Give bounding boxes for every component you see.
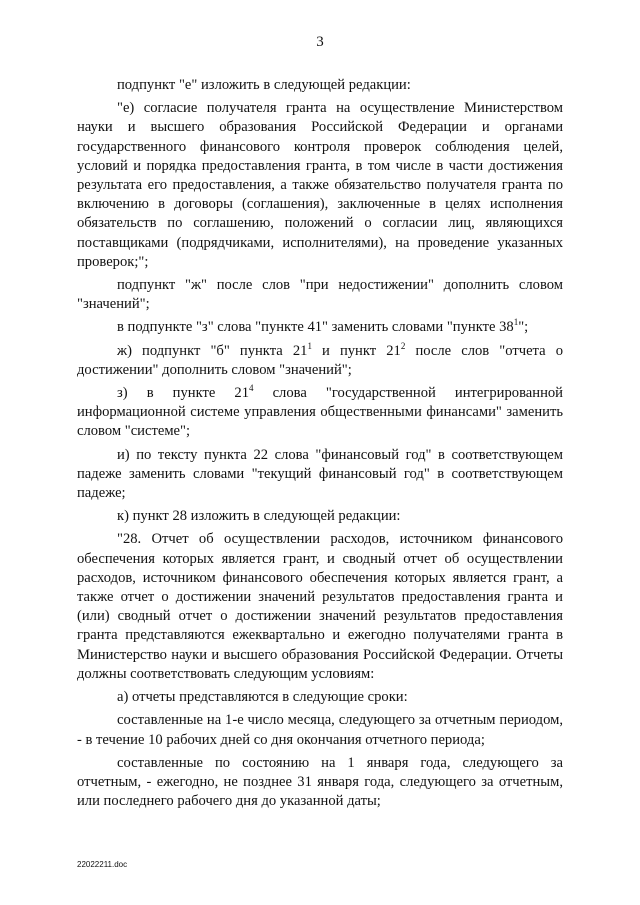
text-run: "; (518, 319, 529, 336)
paragraph: подпункт "ж" после слов "при недостижении" дополнить словом "значений"; (77, 277, 563, 313)
paragraph (77, 384, 563, 442)
paragraph: подпункт "е" изложить в следующей редакции: (117, 77, 411, 93)
paragraph: к) пункт 28 изложить в следующей редакции: (117, 508, 401, 525)
superscript: 2 (400, 340, 406, 351)
document-body (77, 76, 563, 815)
paragraph: составленные на 1-е число месяца, следующего за отчетным периодом, - в течение 10 рабочих дней со дня окончания отчетного периода; (77, 712, 563, 748)
paragraph: а) отчеты представляются в следующие сроки: (117, 689, 408, 706)
paragraph: и) по тексту пункта 22 слова "финансовый год" в соответствующем падеже заменить словами "текущий финансовый год" в соответствующем падеже; (77, 446, 563, 502)
document-code: 22022211.doc (77, 860, 128, 869)
text-run: и пункт 21 (311, 342, 401, 359)
paragraph: "е) согласие получателя гранта на осуществление Министерством науки и высшего образования Российской Федерации и органами государственного финансового контроля проверок соблюдения целей, условий и порядка предоставления гранта, в том числе в части достижения результата его предоставления, а также обязательство получателя гранта по включению в договоры (соглашения), заключенные в целях исполнения обязательств по соглашению, положений о согласии лиц, являющихся поставщиками (подрядчиками, исполнителями), на проведение указанных проверок;"; (77, 100, 563, 270)
text-run: слова "государственной интегрированной информационной системе управления общественными финансами" заменить словом "системе"; (77, 385, 563, 440)
text-run: после слов "отчета о достижении" дополнить словом "значений"; (77, 342, 563, 378)
paragraph: "28. Отчет об осуществлении расходов, источником финансового обеспечения которых является грант, и сводный отчет об осуществлении расходов, источником финансового обеспечения которых является грант, а также отчет о достижении значений результатов предоставления гранта и (или) сводный отчет о достижении значений результатов предоставления гранта представляются ежеквартально и ежегодно получателями гранта в Министерство науки и высшего образования Российской Федерации. Отчеты должны соответствовать следующим условиям: (77, 531, 563, 682)
text-run: в подпункте "з" слова "пункте 41" заменить словами "пункте 38 (117, 319, 514, 336)
superscript: 4 (249, 383, 254, 394)
superscript: 1 (513, 317, 519, 328)
paragraph (77, 342, 563, 380)
paragraph (77, 318, 563, 337)
paragraph: составленные по состоянию на 1 января года, следующего за отчетным, - ежегодно, не позднее 31 января года, следующего за отчетным, или последнего рабочего дня до указанной даты; (77, 754, 563, 810)
text-run: ж) подпункт "б" пункта 21 (117, 342, 308, 359)
page-number: 3 (316, 34, 324, 50)
superscript: 1 (307, 340, 312, 351)
text-run: з) в пункте 21 (117, 385, 249, 402)
